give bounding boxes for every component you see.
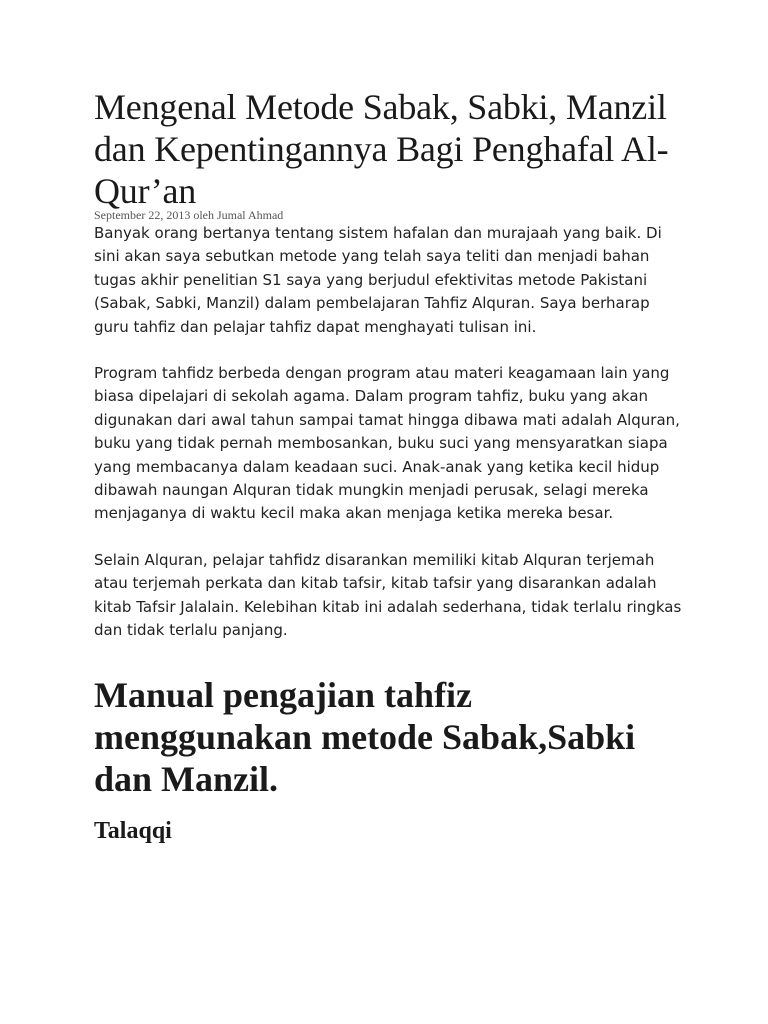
paragraph: Banyak orang bertanya tentang sistem hafalan dan murajaah yang baik. Di sini akan saya sebutkan metode yang telah saya teliti dan menjadi bahan tugas akhir penelitian S1 saya yang berjudul efektivitas metode Pakistani (Sabak, Sabki, Manzil) dalam pembelajaran Tahfiz Alquran. Saya berharap guru tahfiz dan pelajar tahfiz dapat menghayati tulisan ini. (94, 224, 662, 336)
paragraph: Selain Alquran, pelajar tahfidz disarankan memiliki kitab Alquran terjemah atau terjemah perkata dan kitab tafsir, kitab tafsir yang disarankan adalah kitab Tafsir Jalalain. Kelebihan kitab ini adalah sederhana, tidak terlalu ringkas dan tidak terlalu panjang. (94, 550, 682, 640)
article (94, 86, 694, 845)
article-body (94, 222, 694, 643)
post-meta: September 22, 2013 oleh Jumal Ahmad (94, 208, 284, 222)
sub-heading: Talaqqi (94, 817, 172, 844)
section-heading: Manual pengajian tahfiz menggunakan metode Sabak,Sabki dan Manzil. (94, 674, 636, 799)
article-title: Mengenal Metode Sabak, Sabki, Manzil dan Kepentingannya Bagi Penghafal Al-Qur’an (94, 87, 669, 211)
paragraph: Program tahfidz berbeda dengan program atau materi keagamaan lain yang biasa dipelajari di sekolah agama. Dalam program tahfiz, buku yang akan digunakan dari awal tahun sampai tamat hingga dibawa mati adalah Alquran, buku yang tidak pernah membosankan, buku suci yang mensyaratkan siapa yang membacanya dalam keadaan suci. Anak-anak yang ketika kecil hidup dibawah naungan Alquran tidak mungkin menjadi perusak, selagi mereka menjaganya di waktu kecil maka akan menjaga ketika mereka besar. (94, 364, 680, 523)
